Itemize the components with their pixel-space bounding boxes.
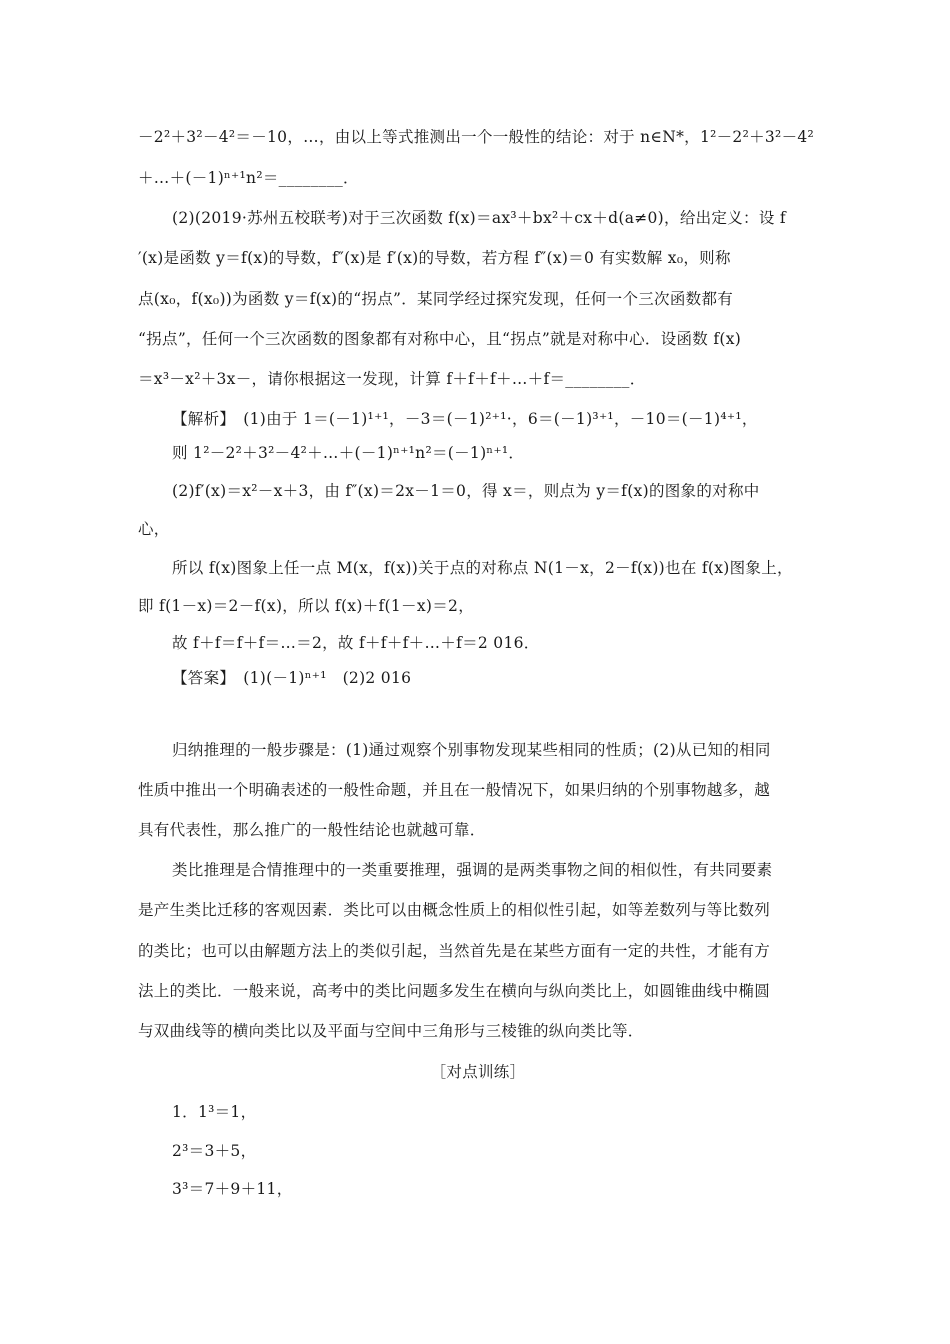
text-line: ＋…＋(－1)ⁿ⁺¹n²＝________． bbox=[138, 169, 359, 187]
text-line: －2²＋3²－4²＝－10，…，由以上等式推测出一个一般性的结论：对于 n∈N*，1²－2²＋3²－4² bbox=[138, 128, 815, 146]
section-heading: ［对点训练］ bbox=[430, 1063, 526, 1081]
text-line: 类比推理是合情推理中的一类重要推理，强调的是两类事物之间的相似性，有共同要素 bbox=[172, 861, 773, 879]
text-line: 则 1²－2²＋3²－4²＋…＋(－1)ⁿ⁺¹n²＝(－1)ⁿ⁺¹． bbox=[172, 444, 525, 462]
text-line: 心， bbox=[138, 520, 170, 538]
text-line: 具有代表性，那么推广的一般性结论也就越可靠． bbox=[138, 821, 486, 839]
text-line: “拐点”，任何一个三次函数的图象都有对称中心，且“拐点”就是对称中心．设函数 f(x) bbox=[138, 330, 742, 348]
text-line: 2³＝3＋5， bbox=[172, 1142, 257, 1160]
text-line: ＝x³－x²＋3x－，请你根据这一发现，计算 f＋f＋f＋…＋f＝________． bbox=[138, 370, 646, 388]
text-line: 所以 f(x)图象上任一点 M(x，f(x))关于点的对称点 N(1－x，2－f(x))也在 f(x)图象上， bbox=[172, 559, 793, 577]
text-line: 点(x₀，f(x₀))为函数 y＝f(x)的“拐点”．某同学经过探究发现，任何一个三次函数都有 bbox=[138, 290, 734, 308]
text-line: 1．1³＝1， bbox=[172, 1103, 257, 1121]
text-line: 性质中推出一个明确表述的一般性命题，并且在一般情况下，如果归纳的个别事物越多，越 bbox=[138, 781, 771, 799]
text-line: 是产生类比迁移的客观因素．类比可以由概念性质上的相似性引起，如等差数列与等比数列 bbox=[138, 901, 771, 919]
text-line: 故 f＋f＝f＋f＝…＝2，故 f＋f＋f＋…＋f＝2 016． bbox=[172, 634, 540, 652]
text-line: 法上的类比．一般来说，高考中的类比问题多发生在横向与纵向类比上，如圆锥曲线中椭圆 bbox=[138, 982, 771, 1000]
answer-heading: 【答案】 (1)(－1)ⁿ⁺¹ (2)2 016 bbox=[172, 669, 412, 687]
text-line: ′(x)是函数 y＝f(x)的导数，f″(x)是 f′(x)的导数，若方程 f″(x)＝0 有实数解 x₀，则称 bbox=[138, 249, 731, 267]
text-line: 的类比；也可以由解题方法上的类似引起，当然首先是在某些方面有一定的共性，才能有方 bbox=[138, 942, 771, 960]
analysis-heading: 【解析】 (1)由于 1＝(－1)¹⁺¹，－3＝(－1)²⁺¹·，6＝(－1)³⁺¹，－10＝(－1)⁴⁺¹， bbox=[172, 410, 758, 428]
text-line: 归纳推理的一般步骤是：(1)通过观察个别事物发现某些相同的性质；(2)从已知的相同 bbox=[172, 741, 771, 759]
text-line: (2)(2019·苏州五校联考)对于三次函数 f(x)＝ax³＋bx²＋cx＋d(a≠0)，给出定义：设 f bbox=[172, 209, 786, 227]
text-line: 3³＝7＋9＋11， bbox=[172, 1180, 293, 1198]
text-line: (2)f′(x)＝x²－x＋3，由 f″(x)＝2x－1＝0，得 x＝，则点为 y＝f(x)的图象的对称中 bbox=[172, 482, 760, 500]
text-line: 与双曲线等的横向类比以及平面与空间中三角形与三棱锥的纵向类比等． bbox=[138, 1022, 644, 1040]
text-line: 即 f(1－x)＝2－f(x)，所以 f(x)＋f(1－x)＝2， bbox=[138, 597, 474, 615]
